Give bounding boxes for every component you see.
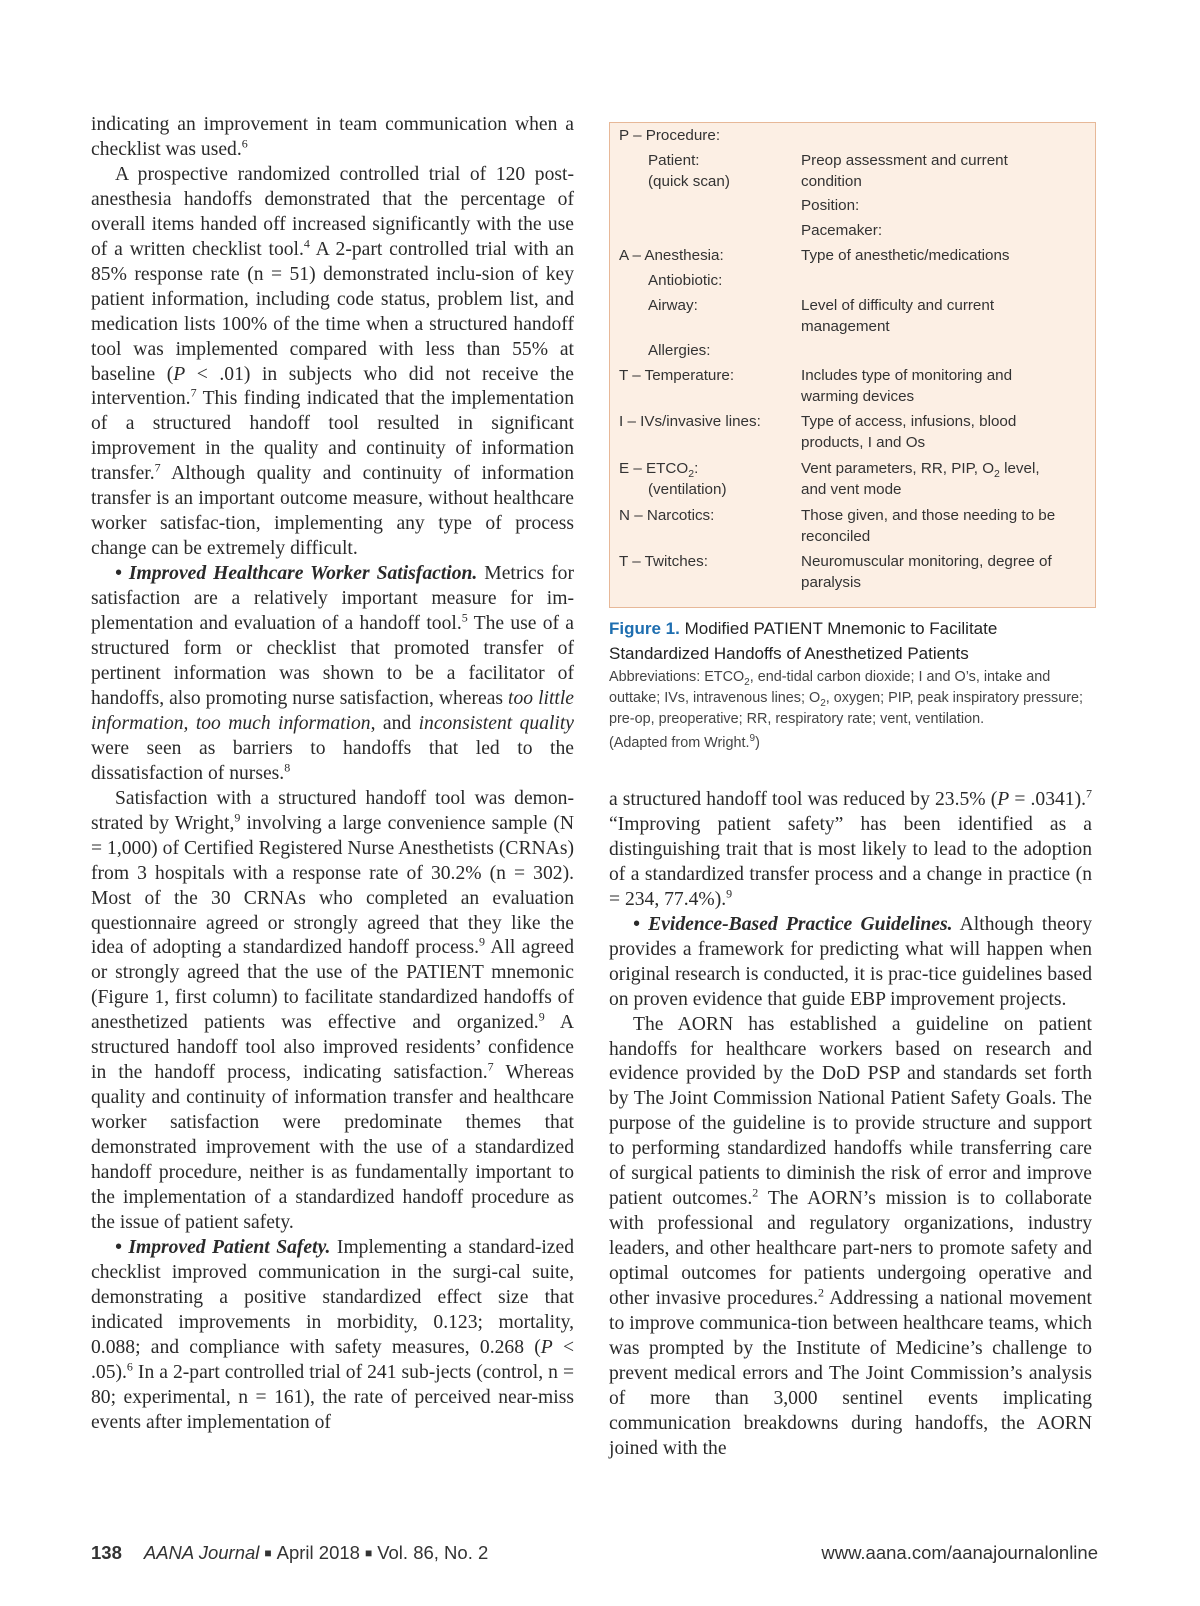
right-column <box>609 788 1092 1462</box>
citation-ref: 6 <box>126 1359 133 1374</box>
paragraph: • Improved Healthcare Worker Satisfaction. Metrics for satisfaction are a relatively important measure for im-plementation and evaluation of a handoff tool.$^5$ The use of a structured form or checklist that promoted transfer of pertinent information was shown to be a facilitator of handoffs, also promoting nurse satisfaction, whereas too little information, too much information, and inconsistent quality were seen as barriers to handoffs that led to the dissatisfaction of nurses.$^8$ <box>91 563 575 784</box>
journal-url[interactable]: www.aana.com/aanajournalonline <box>821 1542 1098 1563</box>
paragraph: • Improved Patient Safety. Implementing a standard-ized checklist improved communication in the surgi-cal suite, demonstrating a positive standardized effect size that indicated improvements in morbidity, 0.123; mortality, 0.088; and compliance with safety measures, 0.268 (P < .05).$^6$ In a 2-part controlled trial of 241 sub-jects (control, n = 80; experimental, n = 161), the rate of perceived near-miss events after implementation of <box>91 1236 574 1433</box>
left-column <box>91 113 574 1436</box>
bullet-heading: • Improved Healthcare Worker Satisfaction. <box>115 563 478 585</box>
citation-ref: 2 <box>752 1185 759 1200</box>
citation-ref: 7 <box>190 385 197 400</box>
citation-ref: 2 <box>818 1285 825 1300</box>
page-footer <box>91 1542 1098 1570</box>
figure-abbreviations: Abbreviations: $ETCO_2$, end-tidal carbon dioxide; I and O’s, intake and outtake; IVs, intravenous lines; $O_2$, oxygen; PIP, peak inspiratory pressure; pre-op, preoperative; RR, respiratory rate; vent, ventilation. (Adapted from Wright.$^9$) <box>609 669 1084 752</box>
volume: Vol. 86, No. 2 <box>377 1542 489 1563</box>
figure-1-table: P – Procedure: Patient: (quick scan) Preop assessment and current condition Position: Pacemaker: A – Anesthesia: Type of anesthetic/medications Antiobiotic: Airway: Level of difficulty and current management Allergies: T – Temperature: Includes type of monitoring and warming devices I – IVs/invasive lines: Type of access, infusions, blood products, I and Os E – $ETCO_2$: (ventilation) Vent parameters, RR, PIP, $O_2$ level, and vent mode N – Narcotics: Those given, and those needing to be reconciled T – Twitches: Neuromuscular monitoring, degree of paralysis <box>609 122 1096 608</box>
citation-ref: 7 <box>1086 786 1093 801</box>
citation-ref: 8 <box>284 760 291 775</box>
paragraph: Satisfaction with a structured handoff tool was demon-strated by Wright,$^9$ involving a large convenience sample (N = 1,000) of Certified Registered Nurse Anesthetists (CRNAs) from 3 hospitals with a response rate of 30.2% (n = 302). Most of the 30 CRNAs who completed an evaluation questionnaire agreed or strongly agreed that they like the idea of adopting a standardized handoff process.$^9$ All agreed or strongly agreed that the use of the PATIENT mnemonic (Figure 1, first column) to facilitate standardized handoffs of anesthetized patients was effective and organized.$^9$ A structured handoff tool also improved residents’ confidence in the handoff process, indicating satisfaction.$^7$ Whereas quality and continuity of information transfer and healthcare worker satisfaction were predominate themes that demonstrated improvement with the use of a standardized handoff procedure, neither is as fundamentally important to the implementation of a standardized handoff procedure as the issue of patient safety. <box>91 787 574 1233</box>
citation-ref: 7 <box>487 1059 494 1074</box>
bullet-heading: • Evidence-Based Practice Guidelines. <box>633 913 953 935</box>
separator: ■ <box>364 1546 373 1560</box>
citation-ref: 9 <box>234 810 241 825</box>
issue-date: April 2018 <box>276 1542 360 1563</box>
page-number: 138 <box>91 1542 122 1563</box>
citation-ref: 6 <box>241 136 248 151</box>
citation-ref: 4 <box>303 236 310 251</box>
paragraph: The AORN has established a guideline on patient handoffs for healthcare workers based on research and evidence provided by the DoD PSP and standards set forth by The Joint Commission National Patient Safety Goals. The purpose of the guideline is to provide structure and support to performing standardized handoffs while transferring care of surgical patients to diminish the risk of error and improve patient outcomes.$^2$ The AORN’s mission is to collaborate with professional and regulatory organizations, industry leaders, and other healthcare part-ners to promote safety and optimal outcomes for patients undergoing operative and other invasive procedures.$^2$ Addressing a national movement to improve communica-tion between healthcare teams, which was prompted by the Institute of Medicine’s challenge to prevent medical errors and The Joint Commission’s analysis of more than 3,000 sentinel events implicating communication breakdowns during handoffs, the AORN joined with the <box>609 1013 1092 1459</box>
citation-ref: 7 <box>154 460 161 475</box>
bullet-heading: • Improved Patient Safety. <box>115 1236 331 1258</box>
citation-ref: 9 <box>538 1009 545 1024</box>
citation-ref: 5 <box>461 610 468 625</box>
paragraph: A prospective randomized controlled trial of 120 post-anesthesia handoffs demonstrated that the percentage of overall items handed off increased significantly with the use of a written checklist tool.$^4$ A 2-part controlled trial with an 85% response rate (n = 51) demonstrated inclu-sion of key patient information, including code status, problem list, and medication lists 100% of the time when a structured handoff tool was implemented compared with less than 55% at baseline (P < .01) in subjects who did not receive the intervention.$^7$ This finding indicated that the implementation of a structured handoff tool resulted in significant improvement in the quality and continuity of information transfer.$^7$ Although quality and continuity of information transfer is an important outcome measure, without healthcare worker satisfac-tion, implementing any type of process change can be extremely difficult. <box>91 163 574 560</box>
figure-title: Figure 1. Modified PATIENT Mnemonic to Facilitate Standardized Handoffs of Anesthetized Patients <box>609 619 998 663</box>
paragraph: • Evidence-Based Practice Guidelines. Although theory provides a framework for predicting what will happen when original research is conducted, it is prac-tice guidelines based on proven evidence that guide EBP improvement projects. <box>609 913 1092 1010</box>
citation-ref: 9 <box>726 886 733 901</box>
journal-name: AANA Journal <box>143 1542 260 1563</box>
figure-caption <box>609 616 1097 754</box>
separator: ■ <box>264 1546 272 1560</box>
citation-ref: 9 <box>478 934 485 949</box>
paragraph: a structured handoff tool was reduced by 23.5% (P = .0341).$^7$ “Improving patient safety” has been identified as a distinguishing trait that is most likely to lead to the adoption of a standardized transfer process and a change in practice (n = 234, 77.4%).$^9$ <box>609 786 1093 910</box>
paragraph: indicating an improvement in team communication when a checklist was used.$^6$ <box>91 114 574 160</box>
